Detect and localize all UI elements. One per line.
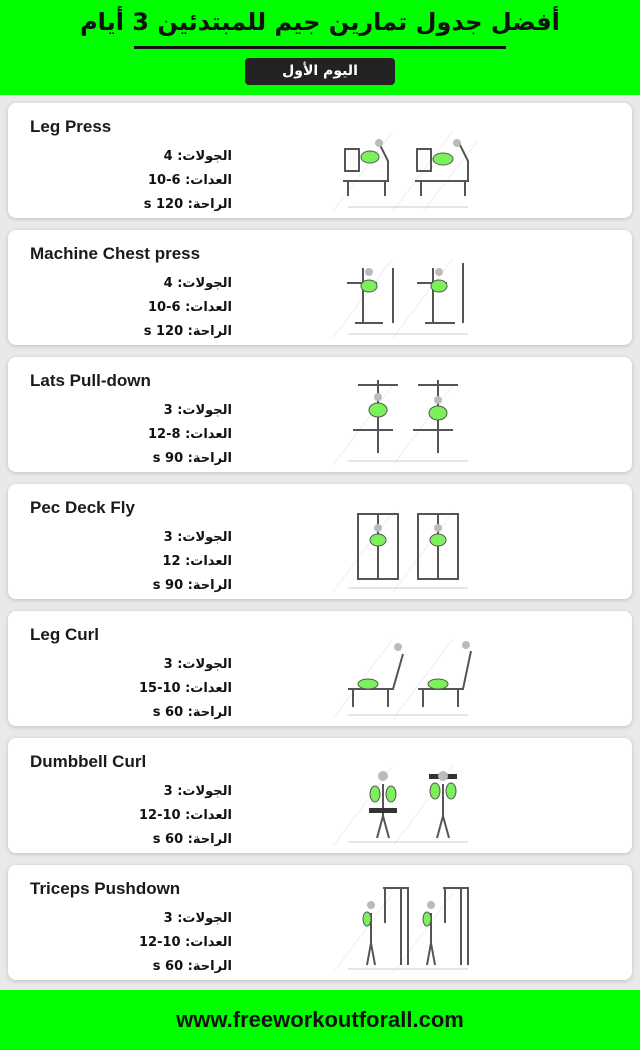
exercise-reps: العدات: 6-10	[148, 300, 232, 315]
exercise-sets: الجولات: 4	[163, 149, 232, 164]
exercise-reps: العدات: 6-10	[148, 173, 232, 188]
exercise-reps: العدات: 8-12	[148, 427, 232, 442]
day-badge: اليوم الأول	[245, 58, 395, 85]
exercise-card	[8, 357, 632, 472]
exercise-card	[8, 484, 632, 599]
exercise-rest: الراحة: 60 s	[152, 959, 232, 974]
exercise-reps: العدات: 12	[162, 554, 232, 569]
exercise-name: Triceps Pushdown	[30, 879, 181, 898]
leg-press-illustration	[333, 121, 478, 213]
leg-curl-illustration	[333, 629, 478, 721]
exercise-rest: الراحة: 60 s	[152, 705, 232, 720]
page-title: أفضل جدول تمارين جيم للمبتدئين 3 أيام	[80, 8, 560, 36]
exercise-sets: الجولات: 3	[163, 784, 232, 799]
exercise-reps: العدات: 10-12	[138, 808, 232, 823]
website-link[interactable]: www.freeworkoutforall.com	[176, 1007, 464, 1032]
dumbbell-curl-illustration	[333, 756, 478, 848]
chest-press-illustration	[333, 248, 478, 340]
exercise-rest: الراحة: 60 s	[152, 832, 232, 847]
exercise-card	[8, 738, 632, 853]
exercise-name: Lats Pull-down	[30, 371, 151, 390]
exercise-sets: الجولات: 4	[163, 276, 232, 291]
exercise-sets: الجولات: 3	[163, 911, 232, 926]
exercise-name: Leg Curl	[30, 625, 99, 644]
triceps-pushdown-illustration	[333, 883, 478, 975]
exercise-card	[8, 103, 632, 218]
exercise-rest: الراحة: 90 s	[152, 451, 232, 466]
exercise-rest: الراحة: 120 s	[143, 197, 232, 212]
exercise-card	[8, 230, 632, 345]
pec-deck-illustration	[333, 502, 478, 594]
exercise-sets: الجولات: 3	[163, 530, 232, 545]
exercise-reps: العدات: 10-12	[138, 935, 232, 950]
exercise-name: Machine Chest press	[30, 244, 201, 263]
header-banner	[0, 0, 640, 95]
exercise-name: Pec Deck Fly	[30, 498, 135, 517]
footer-banner	[0, 990, 640, 1050]
exercise-rest: الراحة: 120 s	[143, 324, 232, 339]
exercise-reps: العدات: 10-15	[138, 681, 232, 696]
exercise-card	[8, 611, 632, 726]
title-underline	[134, 46, 506, 49]
exercise-sets: الجولات: 3	[163, 403, 232, 418]
exercise-name: Dumbbell Curl	[30, 752, 147, 771]
exercise-rest: الراحة: 90 s	[152, 578, 232, 593]
exercise-sets: الجولات: 3	[163, 657, 232, 672]
exercise-card	[8, 865, 632, 980]
exercise-name: Leg Press	[30, 117, 112, 136]
lat-pulldown-illustration	[333, 375, 478, 467]
